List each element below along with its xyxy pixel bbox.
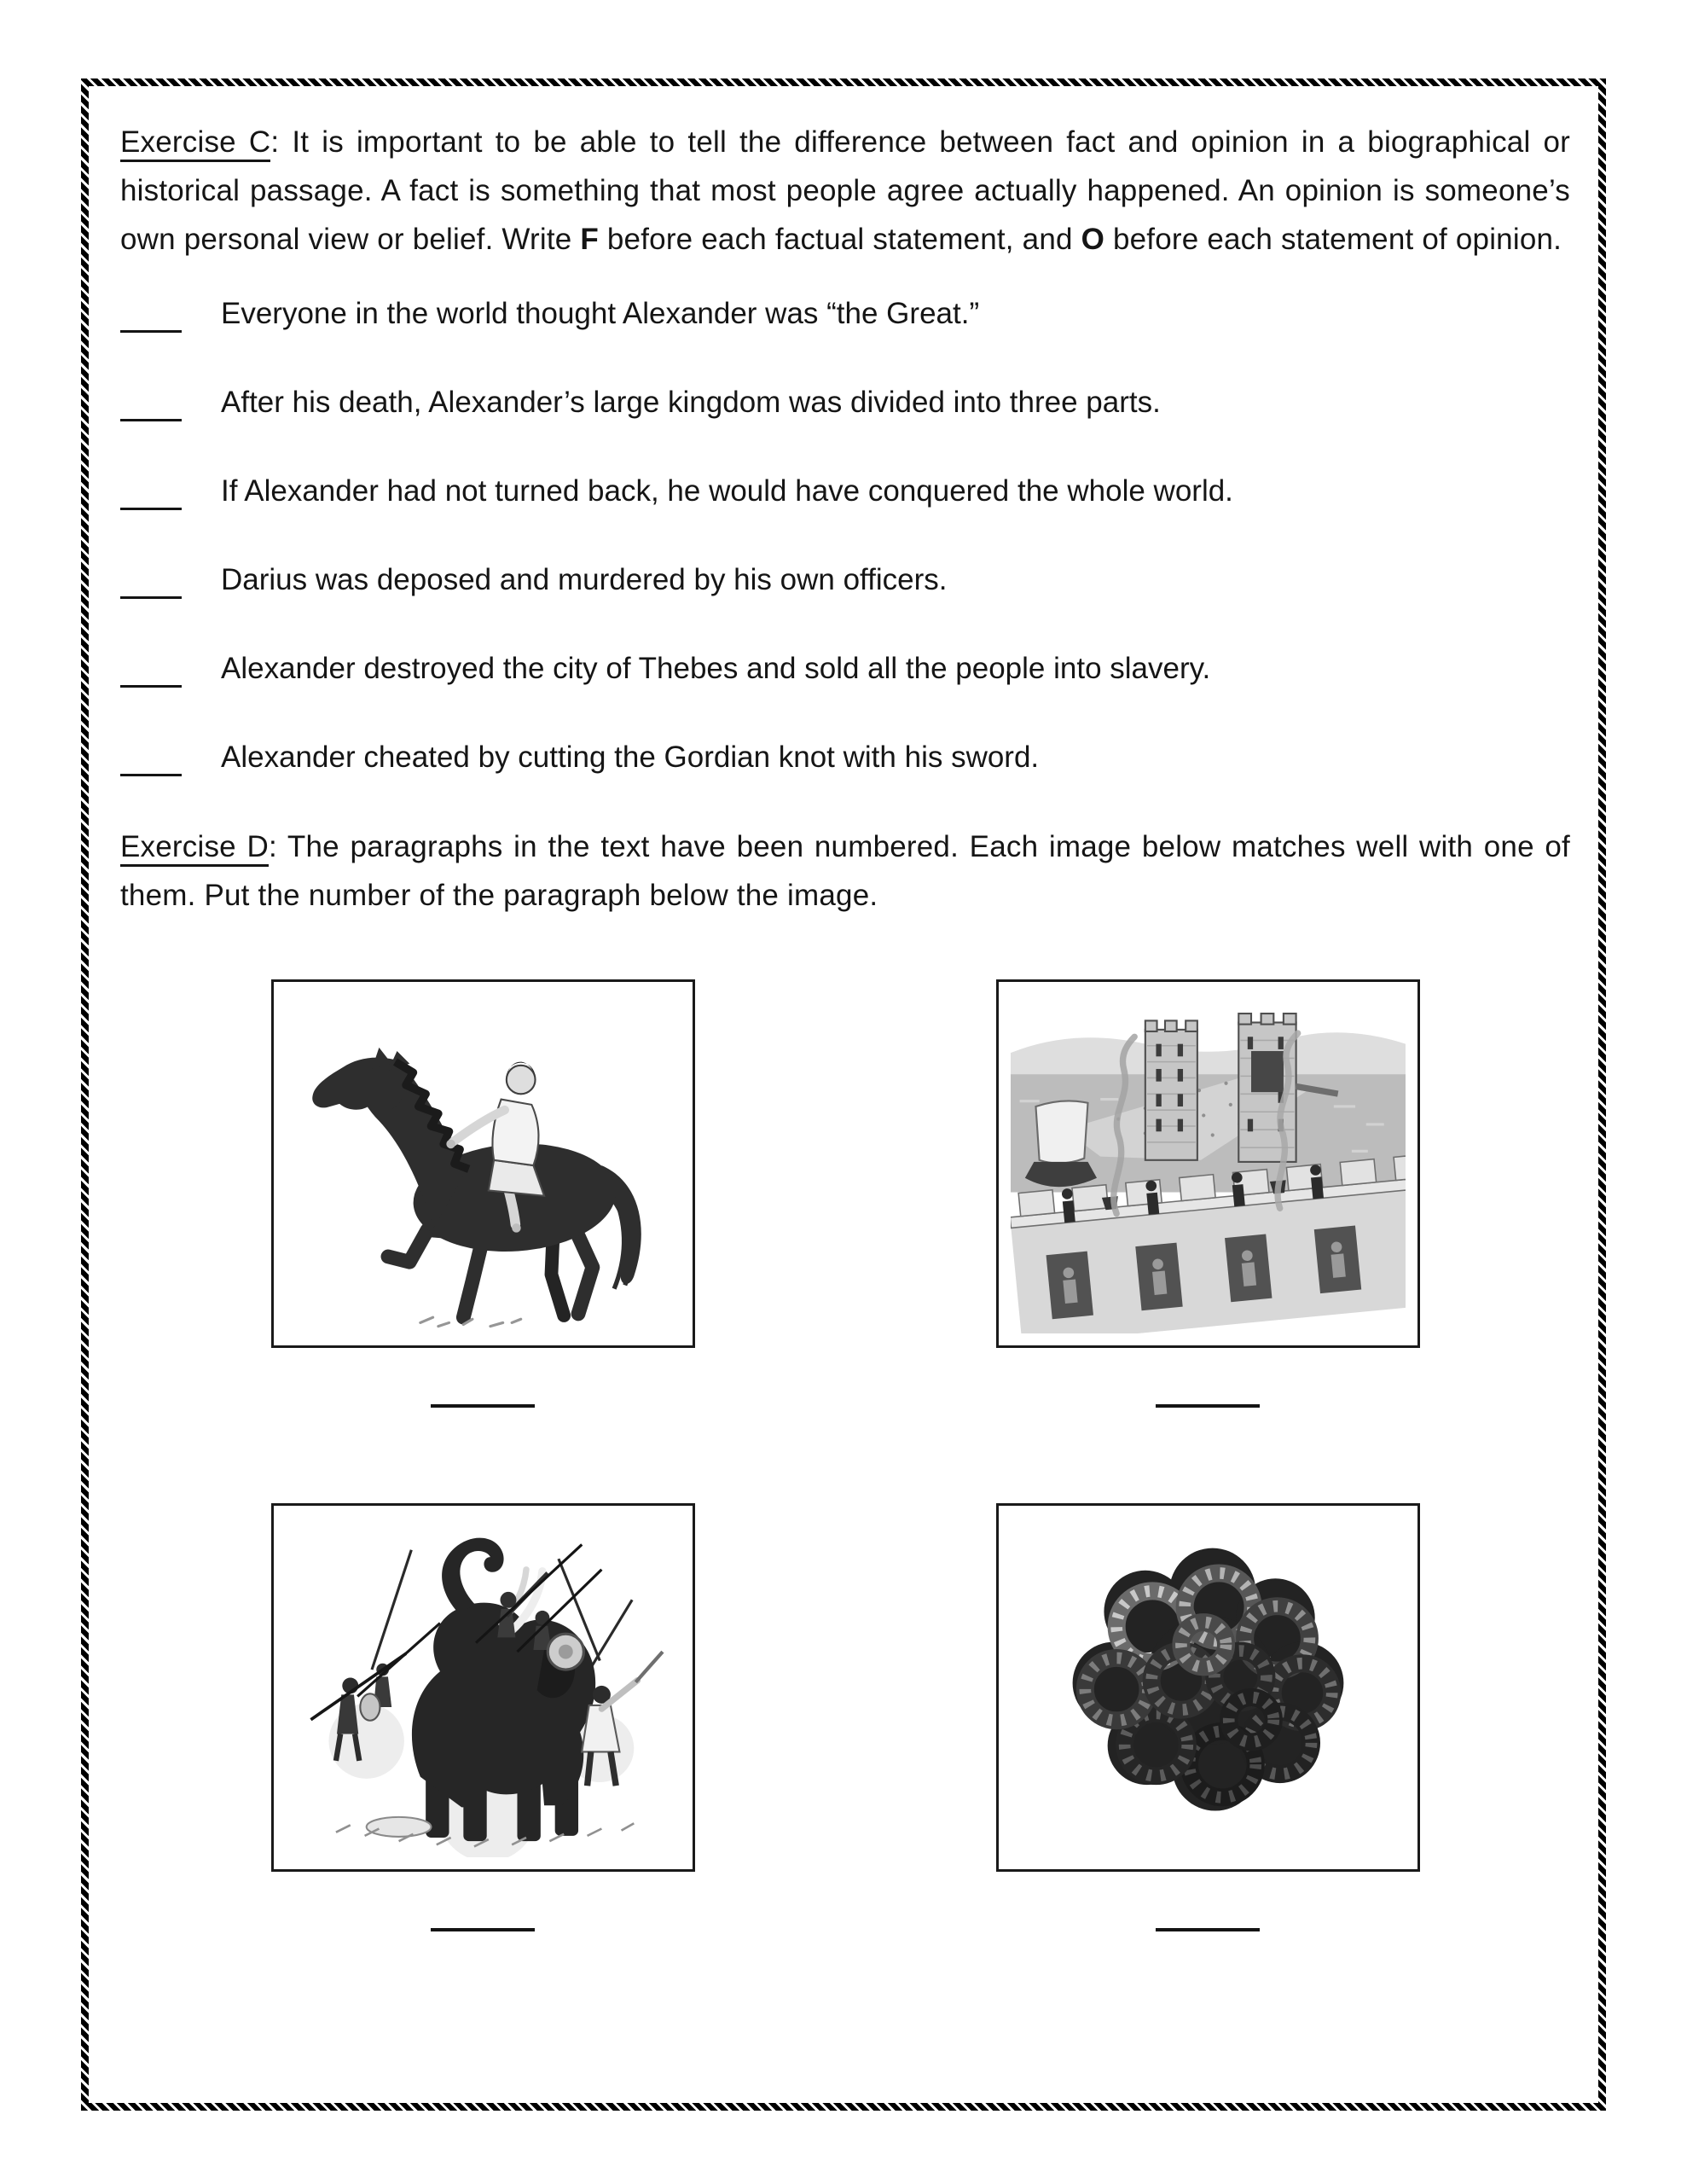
figure-gordian-knot: [996, 1503, 1420, 1931]
gordian-knot-illustration: [1011, 1518, 1406, 1857]
exercise-c-label: Exercise C: [120, 125, 270, 162]
bucephalus-paragraph-number-blank[interactable]: [431, 1404, 535, 1408]
statement-list: [120, 294, 1570, 776]
statement-1-answer-blank[interactable]: [120, 298, 182, 333]
image-grid: [120, 979, 1570, 1931]
statement-row-2: [120, 383, 1570, 421]
exercise-c-text-1: : It is important to be able to tell the difference between fact and opinion in a biographical or historical passage. A fact is something that most people agree actually happened. An opinion is someone’s own personal view or belief. Write: [120, 125, 1570, 256]
siege-towers-image: [996, 979, 1420, 1348]
statement-row-3: [120, 472, 1570, 510]
statement-2-text: After his death, Alexander’s large kingdom was divided into three parts.: [221, 386, 1161, 419]
statement-6-answer-blank[interactable]: [120, 741, 182, 776]
statement-row-4: [120, 561, 1570, 599]
gordian-knot-image: [996, 1503, 1420, 1872]
war-elephant-battle-illustration: [286, 1518, 681, 1857]
statement-4-text: Darius was deposed and murdered by his own officers.: [221, 563, 948, 596]
statement-5-answer-blank[interactable]: [120, 653, 182, 688]
letter-o: O: [1081, 223, 1105, 256]
statement-1-text: Everyone in the world thought Alexander was “the Great.”: [221, 297, 980, 330]
exercise-d-intro: [120, 822, 1570, 920]
statement-row-5: [120, 649, 1570, 688]
exercise-d-text: : The paragraphs in the text have been numbered. Each image below matches well with one of them. Put the number of the paragraph below the image.: [120, 830, 1570, 912]
statement-5-text: Alexander destroyed the city of Thebes and sold all the people into slavery.: [221, 652, 1211, 685]
worksheet-content: [120, 118, 1570, 1931]
boy-riding-horse-image: [271, 979, 695, 1348]
statement-6-text: Alexander cheated by cutting the Gordian knot with his sword.: [221, 741, 1040, 774]
siege-paragraph-number-blank[interactable]: [1156, 1404, 1260, 1408]
statement-3-text: If Alexander had not turned back, he would have conquered the whole world.: [221, 474, 1233, 508]
statement-3-answer-blank[interactable]: [120, 475, 182, 510]
elephant-paragraph-number-blank[interactable]: [431, 1928, 535, 1931]
exercise-c-text-2: before each factual statement, and: [598, 223, 1081, 256]
boy-riding-horse-illustration: [286, 994, 681, 1333]
exercise-d-label: Exercise D: [120, 830, 269, 867]
siege-towers-causeway-illustration: [1011, 994, 1406, 1333]
statement-4-answer-blank[interactable]: [120, 564, 182, 599]
statement-row-6: [120, 738, 1570, 776]
statement-row-1: [120, 294, 1570, 333]
war-elephant-image: [271, 1503, 695, 1872]
exercise-c-text-3: before each statement of opinion.: [1104, 223, 1562, 256]
knot-paragraph-number-blank[interactable]: [1156, 1928, 1260, 1931]
figure-bucephalus: [271, 979, 695, 1408]
statement-2-answer-blank[interactable]: [120, 386, 182, 421]
figure-siege-towers: [996, 979, 1420, 1408]
letter-f: F: [580, 223, 599, 256]
figure-war-elephant: [271, 1503, 695, 1931]
exercise-c-intro: [120, 118, 1570, 264]
